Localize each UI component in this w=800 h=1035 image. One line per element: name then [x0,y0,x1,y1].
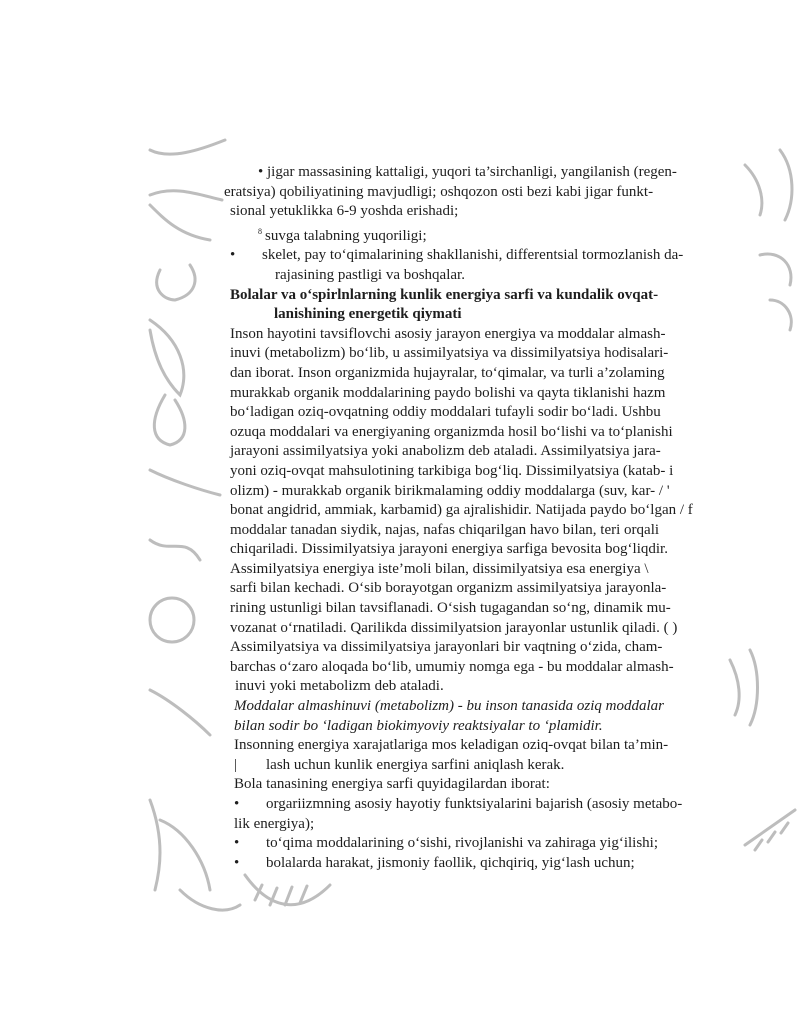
right-curve-doodle-2 [780,150,792,220]
text-line: moddalar tanadan siydik, najas, nafas chiqarilgan havo bilan, teri orqali [230,521,660,538]
right-curve-doodle-1 [745,165,762,215]
bullet-marker: • [234,835,240,852]
top-bullet-1 [224,163,700,222]
text-line: bonat angidrid, ammiak, karbamid) ga ajralishidir. Natijada paydo bo‘lgan / f [230,502,693,519]
bullet-marker: • [258,164,264,180]
text-line: yoni oziq-ovqat mahsulotining tarkibiga bog‘liq. Dissimilyatsiya (katab- i [230,462,674,479]
text-line: bo‘ladigan oziq-ovqatning oddiy moddalari tufayli sodir bo‘ladi. Ushbu [230,404,661,421]
list-item [234,834,700,854]
heading-line: Bolalar va o‘spirlnlarning kunlik energiya sarfi va kundalik ovqat- [230,286,659,303]
text-line: Assimilyatsiya energiya iste’moli bilan, dissimilyatsiya esa energiya \ [230,560,649,577]
bullet-marker: • [234,796,240,812]
chili-doodle [150,800,160,890]
drop-doodle [154,395,185,445]
metabolism-definition [230,697,700,736]
text-line: eratsiya) qobiliyatining mavjudligi; oshqozon osti bezi kabi jigar funkt- [224,183,654,200]
text-line: lash uchun kunlik energiya sarfini aniqlash kerak. [266,756,565,773]
pear-doodle [157,265,195,300]
ruler-doodle [745,810,795,850]
text-line: olizm) - murakkab organik birikmalaming oddiy moddalarga (suv, kar- / ' [230,482,670,499]
top-bullet-3 [230,246,700,285]
text-line: rajasining pastligi va boshqalar. [275,266,465,283]
text-line: lik energiya); [234,815,315,832]
bullet-marker: • [234,854,240,871]
text-line: inuvi (metabolizm) bo‘lib, u assimilyatsiya va dissimilyatsiya hodisalari- [230,345,669,362]
margin-mark: | [234,756,238,773]
text-line: jigar massasining kattaligi, yuqori ta’sirchanligi, yangilanish (regen- [267,164,677,180]
leaf-doodle-bottom-left [150,690,210,735]
text-line: suvga talabning yuqoriligi; [265,227,427,244]
curve-doodle-left-2 [150,205,210,240]
text-line: sional yetuklikka 6-9 yoshda erishadi; [230,203,459,220]
metabolism-paragraph [230,325,700,697]
text-line: sarfi bilan kechadi. O‘sib borayotgan organizm assimilyatsiya jarayonla- [230,580,667,597]
text-line: ozuqa moddalari va energiyaning organizmda hosil bo‘lishi va to‘planishi [230,423,673,440]
text-line: Moddalar almashinuvi (metabolizm) - bu inson tanasida oziq moddalar [234,698,664,715]
section-heading [230,286,700,325]
top-bullet-2 [230,222,700,247]
list-item [234,795,700,834]
text-line: Insonning energiya xarajatlariga mos keladigan oziq-ovqat bilan ta’min- [234,737,669,754]
orange-doodle [150,598,194,642]
energy-paragraph [230,736,700,775]
text-line: dan iborat. Inson organizmida hujayralar, to‘qimalar, va turli a’zolaming [230,364,665,381]
fig-doodle [180,890,240,910]
text-line: barchas o‘zaro aloqada bo‘lib, umumiy nomga ega - bu moddalar almash- [230,658,674,675]
wave-doodle [150,540,200,560]
text-line: bilan sodir bo ‘ladigan biokimyoviy reaktsiyalar to ‘plamidir. [234,717,603,734]
page-text [224,163,700,873]
text-line: inuvi yoki metabolizm deb ataladi. [235,678,444,695]
list-item [234,854,700,874]
carrot-doodle [150,470,220,495]
leaf-doodle-left [150,320,184,395]
text-line: murakkab organik moddalarining paydo bolishi va qayta tiklanishi hazm [230,384,666,401]
energy-expenditure-list [230,795,700,873]
text-line: Inson hayotini tavsiflovchi asosiy jarayon energiya va moddalar almash- [230,325,666,342]
heading-line: lanishining energetik qiymati [274,306,462,323]
curve-doodle-left-1 [150,191,222,200]
right-curve-doodle-3 [730,660,739,715]
curve-doodle-left-3 [160,820,210,890]
text-line: chiqariladi. Dissimilyatsiya jarayoni energiya sarfiga bevosita bog‘liqdir. [230,541,668,558]
list-intro: Bola tanasining energiya sarfi quyidagilardan iborat: [234,776,550,793]
text-line: rining ustunligi bilan tavsiflanadi. O‘sish tugagandan so‘ng, dinamik mu- [230,600,671,617]
grapes-doodle [760,254,791,330]
text-line: to‘qima moddalarining o‘sishi, rivojlanishi va zahiraga yig‘ilishi; [266,835,659,852]
bullet-marker: 8 [258,226,262,236]
text-line: jarayoni assimilyatsiya yoki anabolizm deb ataladi. Assimilyatsiya jara- [230,443,661,460]
bullet-marker: • [230,247,236,264]
text-line: bolalarda harakat, jismoniy faollik, qichqiriq, yig‘lash uchun; [266,854,635,871]
text-line: skelet, pay to‘qimalarining shakllanishi, differentsial tormozlanish da- [262,247,684,264]
text-line: vozanat o‘rnatiladi. Qarilikda dissimilyatsion jarayonlar ustunlik qiladi. ( ) [230,619,678,636]
right-curve-doodle-4 [750,650,758,725]
leaf-doodle-top-left [150,140,225,154]
text-line: Assimilyatsiya va dissimilyatsiya jarayonlari bir vaqtning o‘zida, cham- [230,639,663,656]
text-line: orgariizmning asosiy hayotiy funktsiyalarini bajarish (asosiy metabo- [266,796,683,812]
